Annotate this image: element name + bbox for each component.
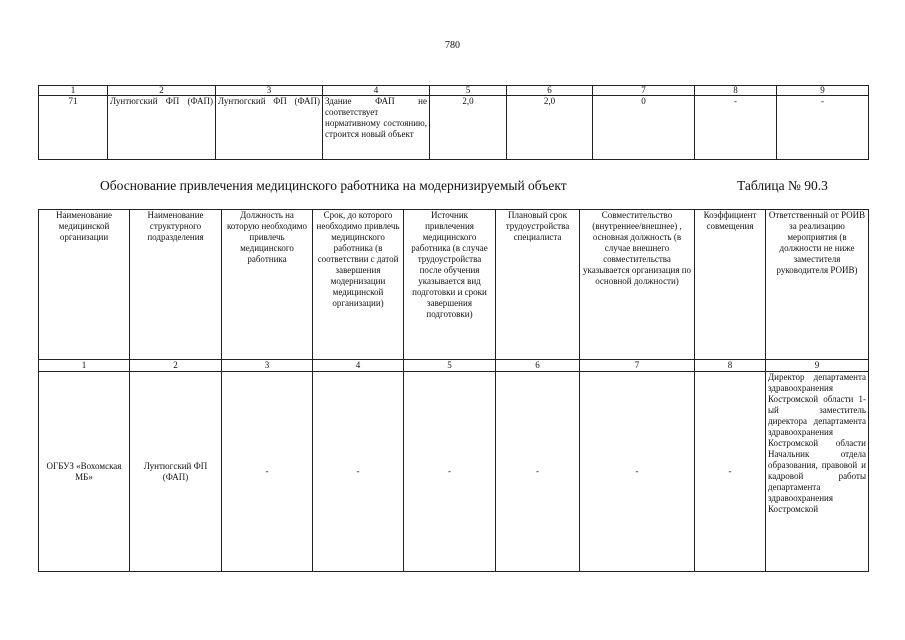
- col-num: 9: [766, 360, 869, 372]
- value-cell: -: [695, 372, 766, 572]
- value-cell: 2,0: [430, 96, 507, 160]
- col-num: 5: [430, 86, 507, 96]
- value-cell: -: [313, 372, 404, 572]
- staffing-table: [38, 209, 869, 572]
- col-num: 3: [216, 86, 323, 96]
- value-cell: -: [496, 372, 580, 572]
- col-num: 9: [777, 86, 869, 96]
- value-cell: -: [580, 372, 695, 572]
- col-num: 6: [507, 86, 593, 96]
- column-number-row: [39, 86, 869, 96]
- continuation-table: [38, 85, 869, 160]
- col-num: 1: [39, 86, 108, 96]
- column-header: Должность на которую необходимо привлечь медицинского работника: [222, 210, 313, 360]
- table-row: [39, 96, 869, 160]
- col-num: 4: [313, 360, 404, 372]
- col-num: 6: [496, 360, 580, 372]
- column-header: Коэффициент совмещения: [695, 210, 766, 360]
- table-row: [39, 372, 869, 572]
- condition-cell: Здание ФАП не соответствует нормативному состоянию, строится новый объект: [323, 96, 430, 160]
- col-num: 1: [39, 360, 130, 372]
- unit-cell: Лунтюгский ФП (ФАП): [216, 96, 323, 160]
- unit-cell: Лунтюгский ФП (ФАП): [130, 372, 222, 572]
- column-header: Источник привлечения медицинского работника (в случае трудоустройства после обучения указывается вид подготовки и сроки завершения подготовки): [404, 210, 496, 360]
- header-row: [39, 210, 869, 360]
- column-header: Совместительство (внутреннее/внешнее) , основная должность (в случае внешнего совместительства указывается организация по основной должности): [580, 210, 695, 360]
- value-cell: -: [777, 96, 869, 160]
- section-title: Обоснование привлечения медицинского работника на модернизируемый объект: [100, 178, 567, 193]
- col-num: 4: [323, 86, 430, 96]
- col-num: 7: [593, 86, 695, 96]
- col-num: 7: [580, 360, 695, 372]
- col-num: 2: [108, 86, 216, 96]
- column-number-row: [39, 360, 869, 372]
- col-num: 2: [130, 360, 222, 372]
- col-num: 8: [695, 360, 766, 372]
- col-num: 5: [404, 360, 496, 372]
- row-number: 71: [39, 96, 108, 160]
- col-num: 3: [222, 360, 313, 372]
- org-cell: ОГБУЗ «Вохомская МБ»: [39, 372, 130, 572]
- column-header: Срок, до которого необходимо привлечь медицинского работника (в соответствии с датой завершения модернизации медицинской организации): [313, 210, 404, 360]
- value-cell: 0: [593, 96, 695, 160]
- table-number: Таблица № 90.3: [737, 178, 828, 193]
- column-header: Наименование структурного подразделения: [130, 210, 222, 360]
- value-cell: -: [404, 372, 496, 572]
- column-header: Наименование медицинской организации: [39, 210, 130, 360]
- value-cell: -: [222, 372, 313, 572]
- column-header: Ответственный от РОИВ за реализацию мероприятия (в должности не ниже заместителя руководителя РОИВ): [766, 210, 869, 360]
- org-cell: Лунтюгский ФП (ФАП): [108, 96, 216, 160]
- page-number: 780: [445, 40, 460, 51]
- value-cell: -: [695, 96, 777, 160]
- column-header: Плановый срок трудоустройства специалиста: [496, 210, 580, 360]
- col-num: 8: [695, 86, 777, 96]
- value-cell: 2,0: [507, 96, 593, 160]
- responsible-cell: Директор департамента здравоохранения Костромской области 1-ый заместитель директора департамента здравоохранения Костромской области Начальник отдела образования, правовой и кадровой работы департамента здравоохранения Костромской: [766, 372, 869, 572]
